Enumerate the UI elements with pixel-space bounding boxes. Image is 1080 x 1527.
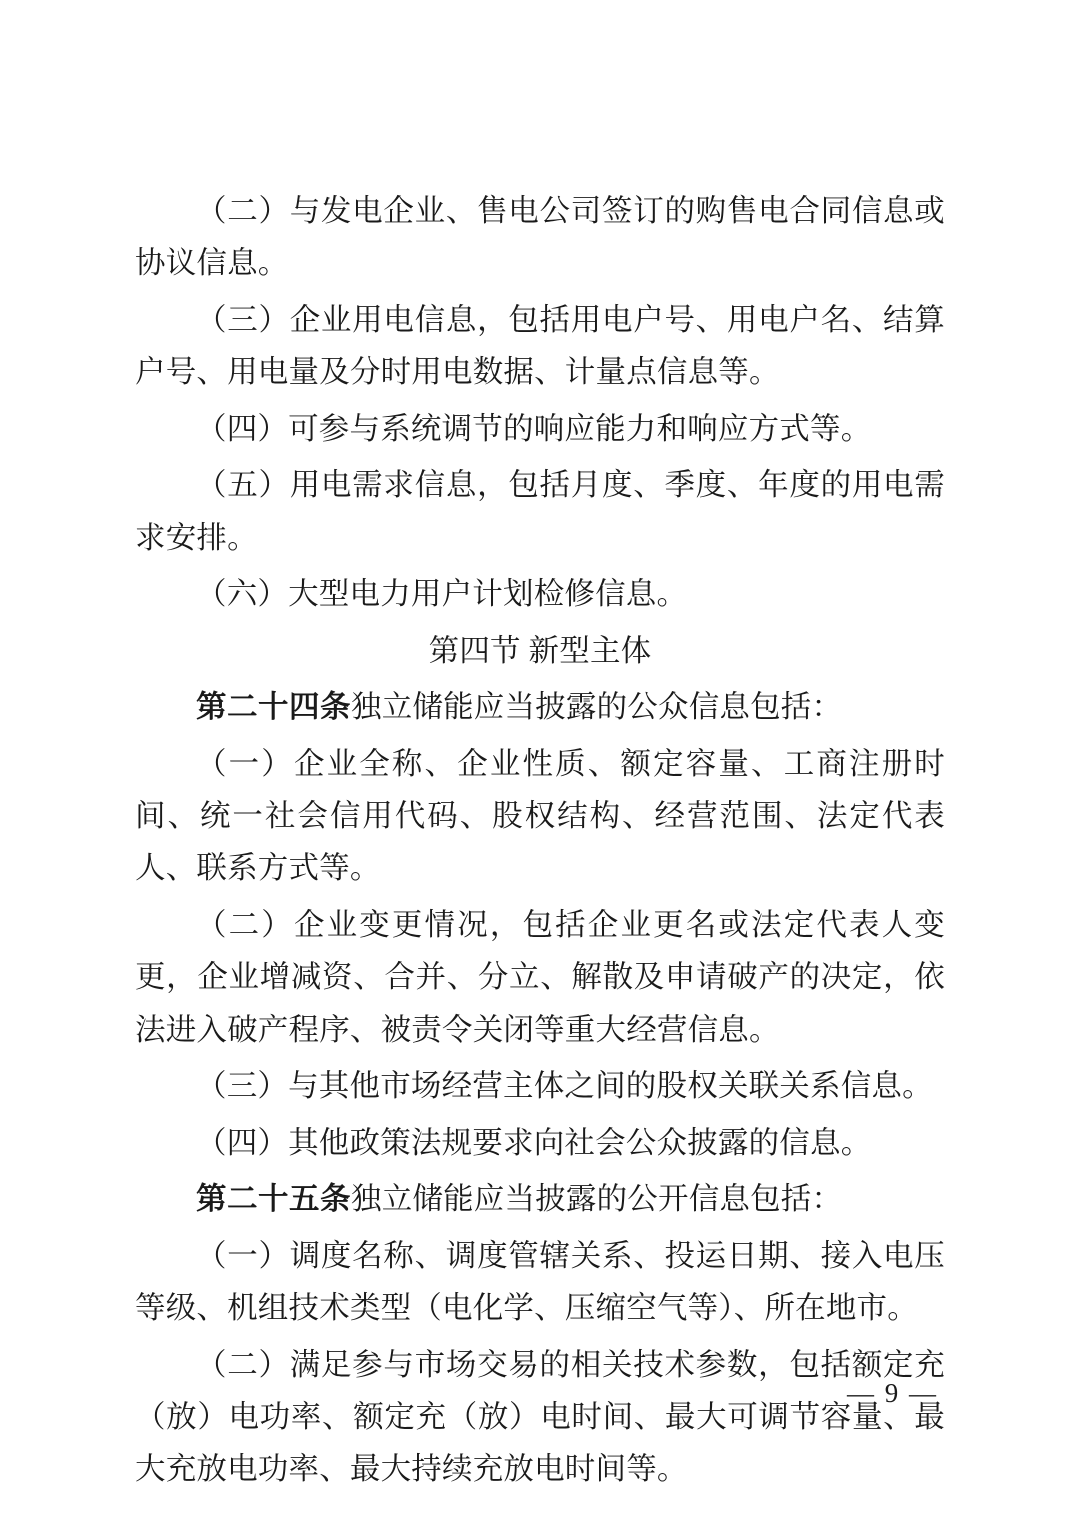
list-item: （五）用电需求信息，包括月度、季度、年度的用电需求安排。	[135, 468, 945, 555]
page-number: — 9 —	[847, 1378, 938, 1408]
list-item: （四）其他政策法规要求向社会公众披露的信息。	[196, 1125, 872, 1160]
section-heading: 第四节 新型主体	[428, 633, 652, 668]
article-paragraph	[135, 1173, 945, 1225]
list-item: （三）与其他市场经营主体之间的股权关联关系信息。	[196, 1069, 933, 1104]
list-item: （二）与发电企业、售电公司签订的购售电合同信息或协议信息。	[135, 194, 945, 281]
list-item: （一）调度名称、调度管辖关系、投运日期、接入电压等级、机组技术类型（电化学、压缩空气等）、所在地市。	[135, 1238, 945, 1326]
list-item: （二）企业变更情况，包括企业更名或法定代表人变更，企业增减资、合并、分立、解散及申请破产的决定，依法进入破产程序、被责令关闭等重大经营信息。	[135, 907, 945, 1047]
list-item: （四）可参与系统调节的响应能力和响应方式等。	[196, 411, 872, 446]
list-item: （一）企业全称、企业性质、额定容量、工商注册时间、统一社会信用代码、股权结构、经营范围、法定代表人、联系方式等。	[135, 746, 945, 886]
list-item: （二）满足参与市场交易的相关技术参数，包括额定充（放）电功率、额定充（放）电时间、最大可调节容量、最大充放电功率、最大持续充放电时间等。	[135, 1347, 945, 1487]
article-text: 独立储能应当披露的公开信息包括：	[351, 1182, 843, 1217]
article-number: 第二十五条	[196, 1182, 351, 1217]
article-text: 独立储能应当披露的公众信息包括：	[351, 690, 843, 725]
article-number: 第二十四条	[196, 690, 351, 725]
list-item: （六）大型电力用户计划检修信息。	[196, 577, 688, 612]
article-paragraph	[135, 681, 945, 733]
list-item: （三）企业用电信息，包括用电户号、用电户名、结算户号、用电量及分时用电数据、计量点信息等。	[135, 302, 945, 390]
